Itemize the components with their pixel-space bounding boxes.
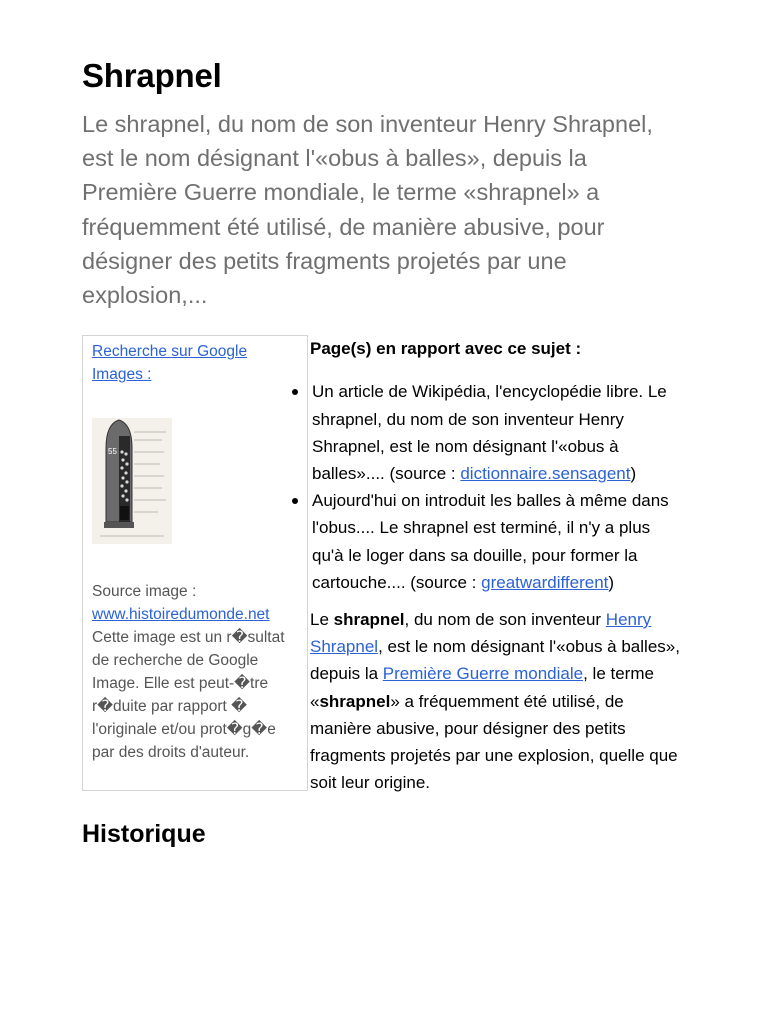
source-label: Source image :: [92, 583, 197, 601]
premiere-guerre-mondiale-link[interactable]: Première Guerre mondiale: [382, 664, 584, 684]
page-title: Shrapnel: [82, 57, 222, 94]
shrapnel-shell-illustration: [92, 418, 172, 544]
shrapnel-shell-image[interactable]: [92, 418, 172, 544]
source-link-greatwardifferent[interactable]: greatwardifferent: [481, 572, 609, 592]
article-content: [82, 335, 686, 796]
google-images-link[interactable]: Recherche sur Google Images :: [92, 343, 248, 384]
article: [82, 54, 686, 850]
source-link[interactable]: www.histoiredumonde.net: [92, 606, 270, 624]
list-item: Un article de Wikipédia, l'encyclopédie libre. Le shrapnel, du nom de son inventeur Henry Shrapnel, est le nom désignant l'«obus à balles».... (source : dictionnaire.sensagent): [312, 378, 686, 487]
svg-text:55: 55: [108, 447, 117, 457]
henry-shrapnel-link[interactable]: Henry Shrapnel: [310, 610, 652, 657]
section-heading-historique: Historique: [82, 820, 206, 849]
body-paragraph: Le shrapnel, du nom de son inventeur Henry Shrapnel, est le nom désignant l'«obus à balles», depuis la Première Guerre mondiale, le terme «shrapnel» a fréquemment été utilisé, de manière abusive, pour désigner des petits fragments projetés par une explosion, quelle que soit leur origine.: [310, 610, 680, 793]
related-pages-title: Page(s) en rapport avec ce sujet :: [310, 339, 582, 359]
lead-summary: Le shrapnel, du nom de son inventeur Henry Shrapnel, est le nom désignant l'«obus à balles», depuis la Première Guerre mondiale, le terme «shrapnel» a fréquemment été utilisé, de manière abusive, pour désigner des petits fragments projetés par une explosion,...: [82, 111, 653, 309]
image-sidebar: [82, 335, 308, 791]
copyright-notice: Cette image est un r�sultat de recherche de Google Image. Elle est peut-�tre r�duite par rapport � l'originale et/ou prot�g�e par des droits d'auteur.: [92, 629, 285, 762]
list-item: Aujourd'hui on introduit les balles à même dans l'obus.... Le shrapnel est terminé, il n'y a plus qu'à le loger dans sa douille, pour former la cartouche.... (source : greatwardifferent): [312, 487, 686, 596]
source-link-sensagent[interactable]: dictionnaire.sensagent: [460, 464, 631, 484]
